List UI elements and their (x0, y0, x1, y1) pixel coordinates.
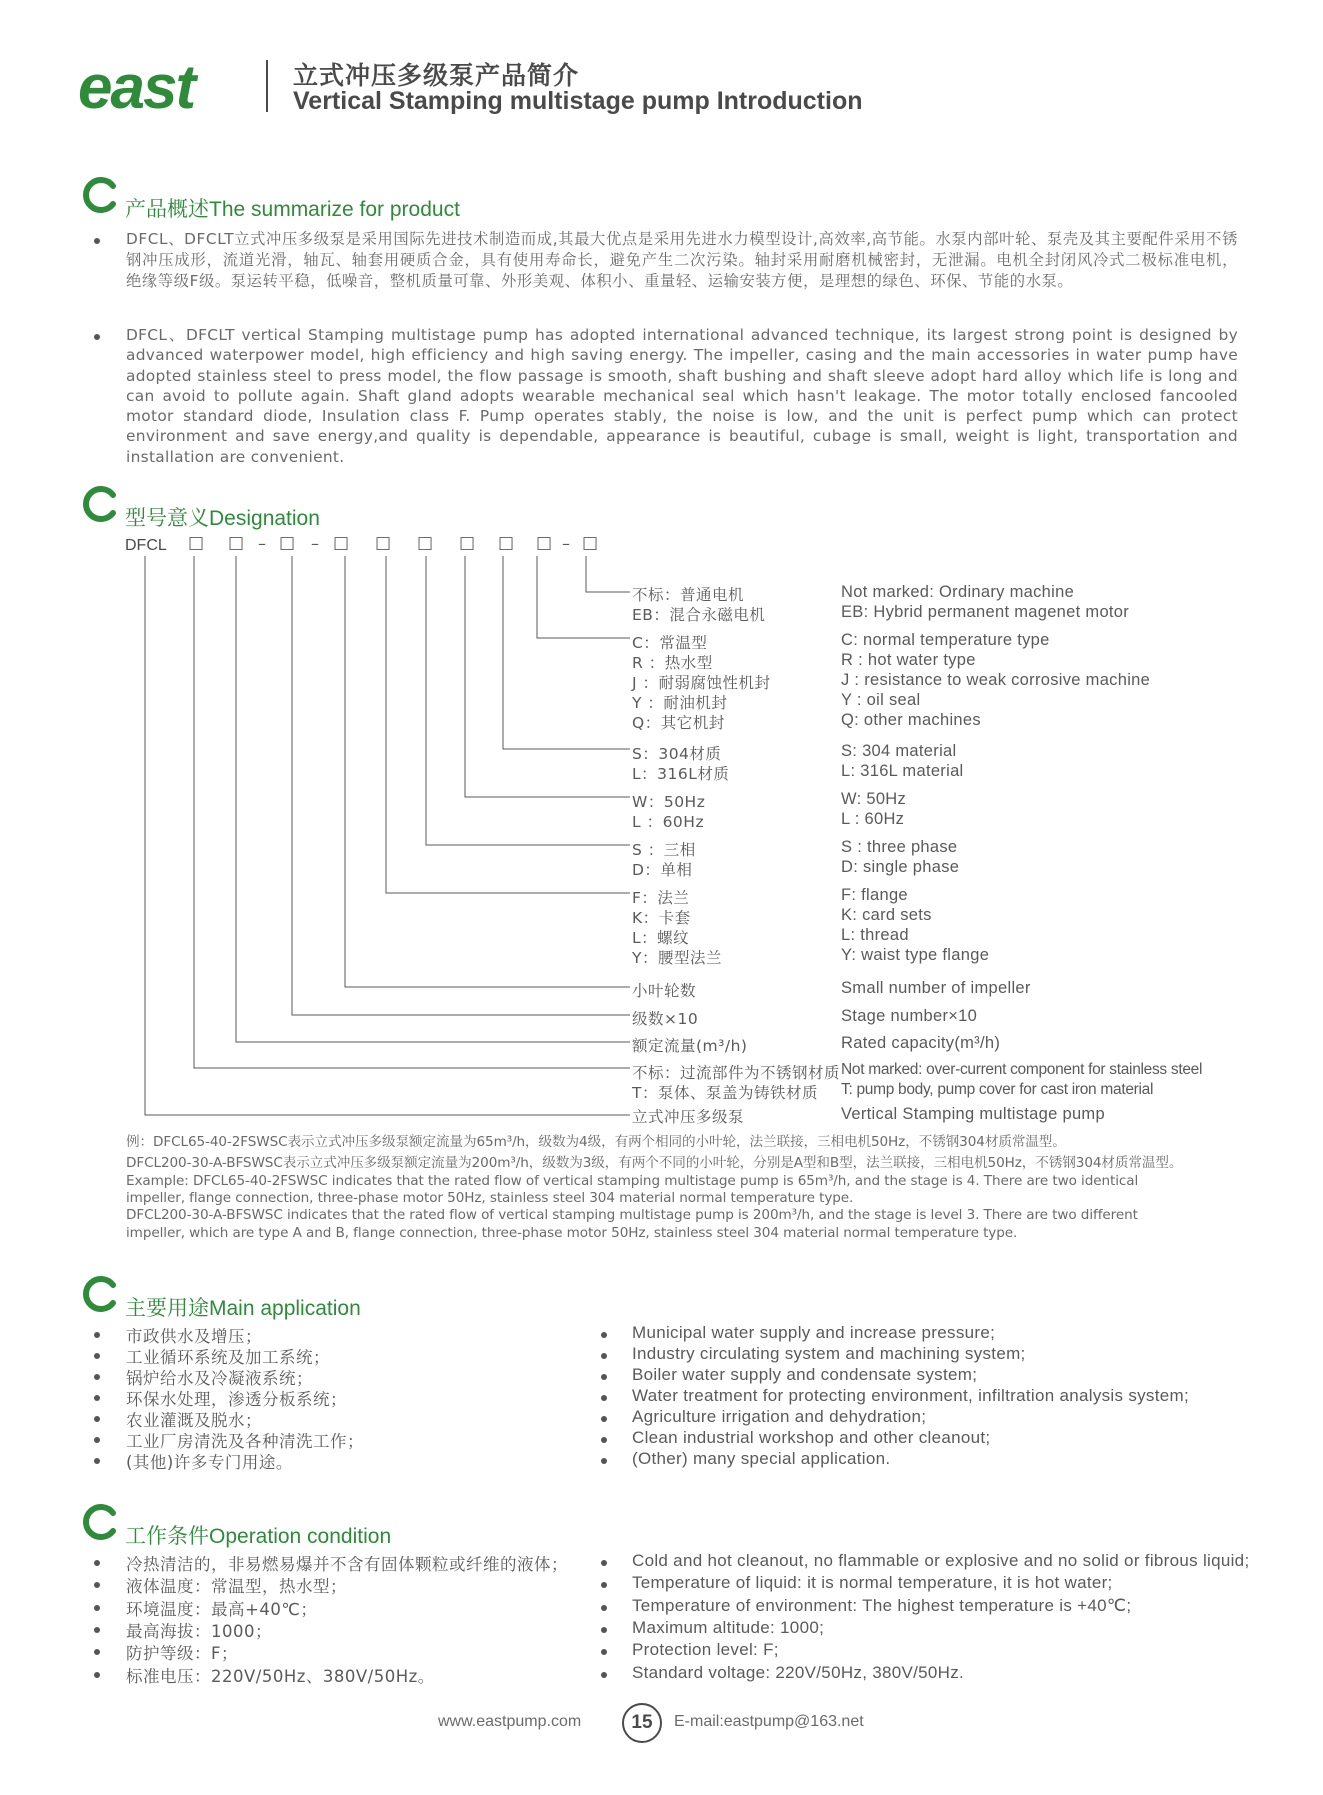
bullet (94, 1560, 100, 1566)
section-arc-icon (80, 483, 118, 523)
designation-label-cn: S：304材质 (632, 745, 722, 763)
designation-label-cn: 不标：普通电机 (632, 586, 745, 604)
list-item-en: Standard voltage: 220V/50Hz, 380V/50Hz. (632, 1662, 965, 1682)
designation-label-cn: S ：三相 (632, 841, 696, 859)
footer-email[interactable]: E-mail:eastpump@163.net (674, 1713, 864, 1730)
designation-label-en: EB: Hybrid permanent magenet motor (841, 603, 1130, 621)
designation-label-cn: F：法兰 (632, 889, 690, 907)
section-title-designation: 型号意义Designation (125, 507, 320, 530)
list-item-cn: (其他)许多专门用途。 (126, 1453, 293, 1472)
list-item-cn: 锅炉给水及冷凝液系统； (126, 1369, 313, 1388)
bullet (94, 1353, 100, 1359)
designation-label-en: K: card sets (841, 906, 932, 924)
designation-label-cn: R ：热水型 (632, 654, 713, 672)
list-item-cn: 市政供水及增压； (126, 1327, 262, 1346)
list-item-cn: 液体温度：常温型，热水型； (126, 1577, 347, 1597)
bullet (601, 1332, 607, 1338)
bullet (94, 1605, 100, 1611)
code-label: DFCL (125, 537, 167, 554)
section-arc-icon (80, 1501, 118, 1541)
list-item-en: Temperature of environment: The highest temperature is +40℃; (632, 1595, 1132, 1615)
designation-label-en: Rated capacity(m³/h) (841, 1034, 1001, 1052)
designation-label-en: Not marked: over-current component for stainless steel (841, 1061, 1203, 1078)
designation-label-en: S: 304 material (841, 742, 957, 760)
designation-label-en: L: 316L material (841, 762, 964, 780)
list-item-en: Agriculture irrigation and dehydration; (632, 1407, 927, 1426)
summary-paragraph-en: DFCL、DFCLT vertical Stamping multistage pump has adopted international advanced technique, its largest strong point is designed by advanced waterpower model, high efficiency and high saving energy. The impeller, casing and the main accessories in water pump have adopted stainless steel to press model, the flow passage is smooth, shaft bushing and shaft sleeve adopt hard alloy which life is long and can avoid to pollute again. Shaft gland adopts wearable mechanical seal which hasn't leakage. The motor totally enclosed fancooled motor standard diode, Insulation class F. Pump operates stably, the noise is low, and the unit is perfect pump which can protect environment and save energy,and quality is dependable, appearance is beautiful, cubage is small, weight is light, transportation and installation are convenient. (126, 326, 1238, 466)
list-item-cn: 标准电压：220V/50Hz、380V/50Hz。 (126, 1666, 435, 1686)
bullet (94, 1458, 100, 1464)
list-item-cn: 环境温度：最高+40℃； (126, 1599, 318, 1619)
designation-label-cn: D：单相 (632, 861, 693, 879)
bullet (601, 1374, 607, 1380)
designation-label-en: Q: other machines (841, 711, 981, 729)
designation-label-en: Vertical Stamping multistage pump (841, 1105, 1105, 1123)
designation-diagram (120, 535, 640, 1130)
code-box: □ (459, 533, 476, 553)
list-item-cn: 工业循环系统及加工系统； (126, 1348, 330, 1367)
bullet (601, 1560, 607, 1566)
bullet (601, 1395, 607, 1401)
list-item-en: Boiler water supply and condensate system; (632, 1365, 978, 1384)
designation-label-en: R : hot water type (841, 651, 976, 669)
example-line: DFCL200-30-A-BFSWSC表示立式冲压多级泵额定流量为200m³/h，级数为3级，有两个不同的小叶轮，分别是A型和B型，法兰联接，三相电机50Hz，不锈钢304材质常温型。 (126, 1155, 1183, 1171)
code-box: □ (582, 533, 599, 553)
header-title-cn: 立式冲压多级泵产品简介 (293, 61, 580, 90)
bullet (94, 238, 100, 244)
bullet (94, 334, 100, 340)
list-item-cn: 工业厂房清洗及各种清洗工作； (126, 1432, 364, 1451)
designation-label-cn: T：泵体、泵盖为铸铁材质 (632, 1084, 818, 1102)
designation-label-cn: Y ：耐油机封 (632, 694, 728, 712)
east-logo (78, 58, 248, 118)
section-title-operation: 工作条件Operation condition (125, 1525, 392, 1548)
list-item-en: Municipal water supply and increase pressure; (632, 1323, 996, 1342)
page-number: 15 (622, 1703, 662, 1743)
bullet (601, 1458, 607, 1464)
designation-label-en: Y : oil seal (841, 691, 921, 709)
bullet (601, 1437, 607, 1443)
code-box: □ (375, 533, 392, 553)
designation-label-en: F: flange (841, 886, 908, 904)
code-box: □ (279, 533, 296, 553)
header-title-en: Vertical Stamping multistage pump Introduction (293, 87, 863, 115)
designation-label-cn: Y：腰型法兰 (632, 949, 722, 967)
designation-label-en: J : resistance to weak corrosive machine (841, 671, 1151, 689)
designation-label-en: C: normal temperature type (841, 631, 1050, 649)
designation-label-en: W: 50Hz (841, 790, 907, 808)
list-item-cn: 农业灌溉及脱水； (126, 1411, 262, 1430)
list-item-en: Industry circulating system and machining system; (632, 1344, 1026, 1363)
footer-website[interactable]: www.eastpump.com (438, 1713, 582, 1730)
section-arc-icon (80, 1273, 118, 1313)
list-item-en: Water treatment for protecting environment, infiltration analysis system; (632, 1386, 1189, 1405)
designation-label-en: L: thread (841, 926, 909, 944)
designation-label-cn: 级数×10 (632, 1010, 699, 1028)
bullet (601, 1582, 607, 1588)
summary-paragraph-cn: DFCL、DFCLT立式冲压多级泵是采用国际先进技术制造而成,其最大优点是采用先进水力模型设计,高效率,高节能。水泵内部叶轮、泵壳及其主要配件采用不锈钢冲压成形，流道光滑，轴瓦、轴套用硬质合金，具有使用寿命长，避免产生二次污染。轴封采用耐磨机械密封，无泄漏。电机全封闭风冷式二极标准电机，绝缘等级F级。泵运转平稳，低噪音，整机质量可靠、外形美观、体积小、重量轻、运输安装方便，是理想的绿色、环保、节能的水泵。 (126, 230, 1238, 290)
code-box: □ (188, 533, 205, 553)
designation-label-cn: 不标：过流部件为不锈钢材质 (632, 1064, 841, 1082)
section-title-application: 主要用途Main application (125, 1297, 361, 1320)
designation-label-en: D: single phase (841, 858, 960, 876)
list-item-en: Temperature of liquid: it is normal temperature, it is hot water; (632, 1573, 1113, 1593)
svg-text:east: east (78, 58, 195, 118)
bullet (601, 1605, 607, 1611)
designation-label-cn: EB：混合永磁电机 (632, 606, 766, 624)
bullet (94, 1395, 100, 1401)
bullet (601, 1353, 607, 1359)
bullet (94, 1649, 100, 1655)
example-line: Example: DFCL65-40-2FSWSC indicates that the rated flow of vertical stamping multistage pump is 65m³/h, and the stage is 4. There are two identical (126, 1173, 1139, 1189)
header-divider (266, 60, 268, 112)
designation-label-en: S : three phase (841, 838, 958, 856)
bullet (601, 1649, 607, 1655)
list-item-en: Protection level: F; (632, 1640, 779, 1660)
designation-label-cn: L：螺纹 (632, 929, 690, 947)
bullet (601, 1672, 607, 1678)
designation-label-cn: L ：60Hz (632, 813, 705, 831)
code-box: □ (228, 533, 245, 553)
list-item-cn: 环保水处理，渗透分板系统； (126, 1390, 347, 1409)
bullet (94, 1672, 100, 1678)
list-item-en: (Other) many special application. (632, 1449, 891, 1468)
code-box: □ (498, 533, 515, 553)
example-line: 例：DFCL65-40-2FSWSC表示立式冲压多级泵额定流量为65m³/h，级数为4级，有两个相同的小叶轮，法兰联接，三相电机50Hz，不锈钢304材质常温型。 (126, 1134, 1066, 1150)
code-box: □ (333, 533, 350, 553)
list-item-en: Maximum altitude: 1000; (632, 1617, 825, 1637)
designation-label-en: Not marked: Ordinary machine (841, 583, 1075, 601)
code-box: □ (417, 533, 434, 553)
designation-label-en: L : 60Hz (841, 810, 905, 828)
bullet (94, 1332, 100, 1338)
list-item-en: Clean industrial workshop and other cleanout; (632, 1428, 991, 1447)
designation-label-cn: 小叶轮数 (632, 982, 697, 1000)
list-item-en: Cold and hot cleanout, no flammable or explosive and no solid or fibrous liquid; (632, 1551, 1250, 1570)
designation-label-en: Stage number×10 (841, 1007, 978, 1025)
bullet (94, 1374, 100, 1380)
bullet (94, 1416, 100, 1422)
bullet (601, 1416, 607, 1422)
designation-label-cn: 立式冲压多级泵 (632, 1108, 745, 1126)
list-item-cn: 冷热清洁的，非易燃易爆并不含有固体颗粒或纤维的液体； (126, 1555, 568, 1574)
designation-label-cn: L：316L材质 (632, 765, 730, 783)
example-line: impeller, flange connection, three-phase motor 50Hz, stainless steel 304 material normal temperature type. (126, 1190, 854, 1206)
designation-label-en: Y: waist type flange (841, 946, 990, 964)
designation-label-cn: C：常温型 (632, 634, 708, 652)
code-box: □ (536, 533, 553, 553)
code-dash: – (311, 534, 319, 553)
section-arc-icon (80, 174, 118, 214)
section-title-summary: 产品概述The summarize for product (125, 198, 460, 221)
bullet (94, 1627, 100, 1633)
list-item-cn: 最高海拔：1000； (126, 1621, 272, 1641)
designation-label-en: T: pump body, pump cover for cast iron material (841, 1081, 1154, 1098)
designation-label-cn: 额定流量(m³/h) (632, 1037, 748, 1055)
code-dash: – (258, 534, 266, 553)
designation-label-cn: W：50Hz (632, 793, 706, 811)
bullet (94, 1437, 100, 1443)
designation-label-cn: J ：耐弱腐蚀性机封 (632, 674, 771, 692)
bullet (94, 1582, 100, 1588)
list-item-cn: 防护等级：F； (126, 1644, 238, 1664)
example-line: DFCL200-30-A-BFSWSC indicates that the rated flow of vertical stamping multistage pump is 200m³/h, and the stage is level 3. There are two different (126, 1207, 1138, 1223)
example-line: impeller, which are type A and B, flange connection, three-phase motor 50Hz, stainless steel 304 material normal temperature type. (126, 1225, 1018, 1241)
designation-label-en: Small number of impeller (841, 979, 1031, 997)
designation-label-cn: K：卡套 (632, 909, 691, 927)
bullet (601, 1627, 607, 1633)
code-dash: – (562, 534, 570, 553)
designation-label-cn: Q：其它机封 (632, 714, 725, 732)
